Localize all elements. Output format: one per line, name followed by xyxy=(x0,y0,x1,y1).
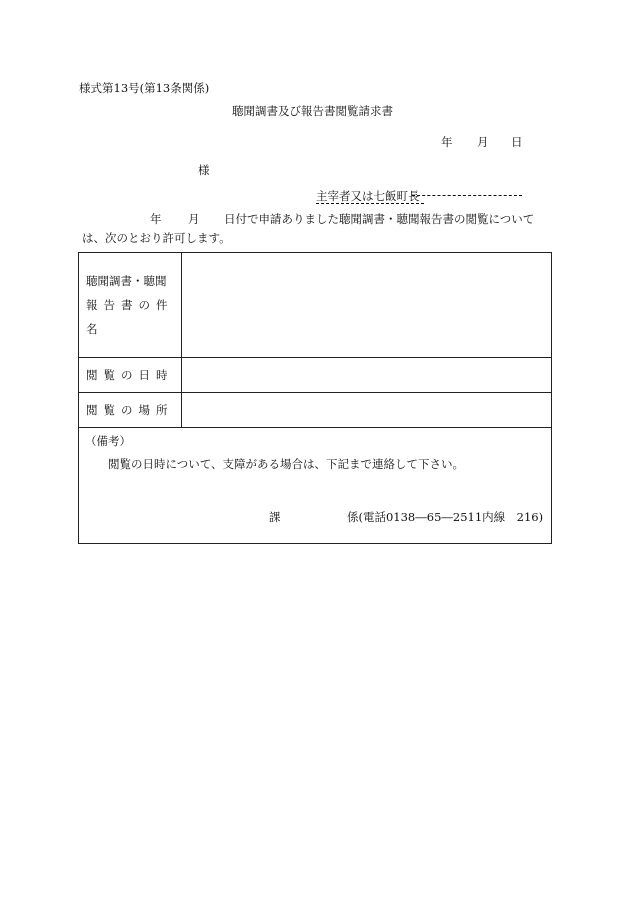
date-day-label: 日 xyxy=(511,135,523,149)
issuer-seal-line xyxy=(412,195,522,196)
table-row xyxy=(79,428,552,544)
contact-dept: 課 xyxy=(269,510,281,524)
table-row xyxy=(79,253,552,358)
viewing-place-value xyxy=(182,393,552,428)
viewing-datetime-value xyxy=(182,358,552,393)
subject-label-line1: 聴聞調書・聴聞 xyxy=(86,274,167,288)
date-year-label: 年 xyxy=(441,135,453,149)
notes-text: 閲覧の日時について、支障がある場合は、下記まで連絡して下さい。 xyxy=(108,457,465,471)
subject-label xyxy=(79,253,182,358)
form-number: 様式第13号(第13条関係) xyxy=(79,81,210,95)
subject-label-line2: 報告書の件名 xyxy=(86,298,174,336)
body-month-label: 月 xyxy=(188,212,200,226)
subject-value xyxy=(182,253,552,358)
document-title: 聴聞調書及び報告書閲覧請求書 xyxy=(232,104,393,118)
date-month-label: 月 xyxy=(477,135,489,149)
contact-info: 係(電話0138―65―2511内線 216) xyxy=(347,510,544,524)
notes-heading: （備考） xyxy=(85,434,131,448)
body-year-label: 年 xyxy=(150,212,162,226)
addressee-suffix: 様 xyxy=(198,163,210,177)
table-row xyxy=(79,358,552,393)
body-text-line2: は、次のとおり許可します。 xyxy=(82,231,231,245)
body-text-line1: 日付で申請ありました聴聞調書・聴聞報告書の閲覧について xyxy=(224,212,535,226)
viewing-place-label: 閲覧の場所 xyxy=(79,393,182,428)
issuer-name: 主宰者又は七飯町長 xyxy=(316,189,424,204)
request-table xyxy=(78,252,552,544)
viewing-datetime-label: 閲覧の日時 xyxy=(79,358,182,393)
table-row xyxy=(79,393,552,428)
notes-cell xyxy=(79,428,552,544)
